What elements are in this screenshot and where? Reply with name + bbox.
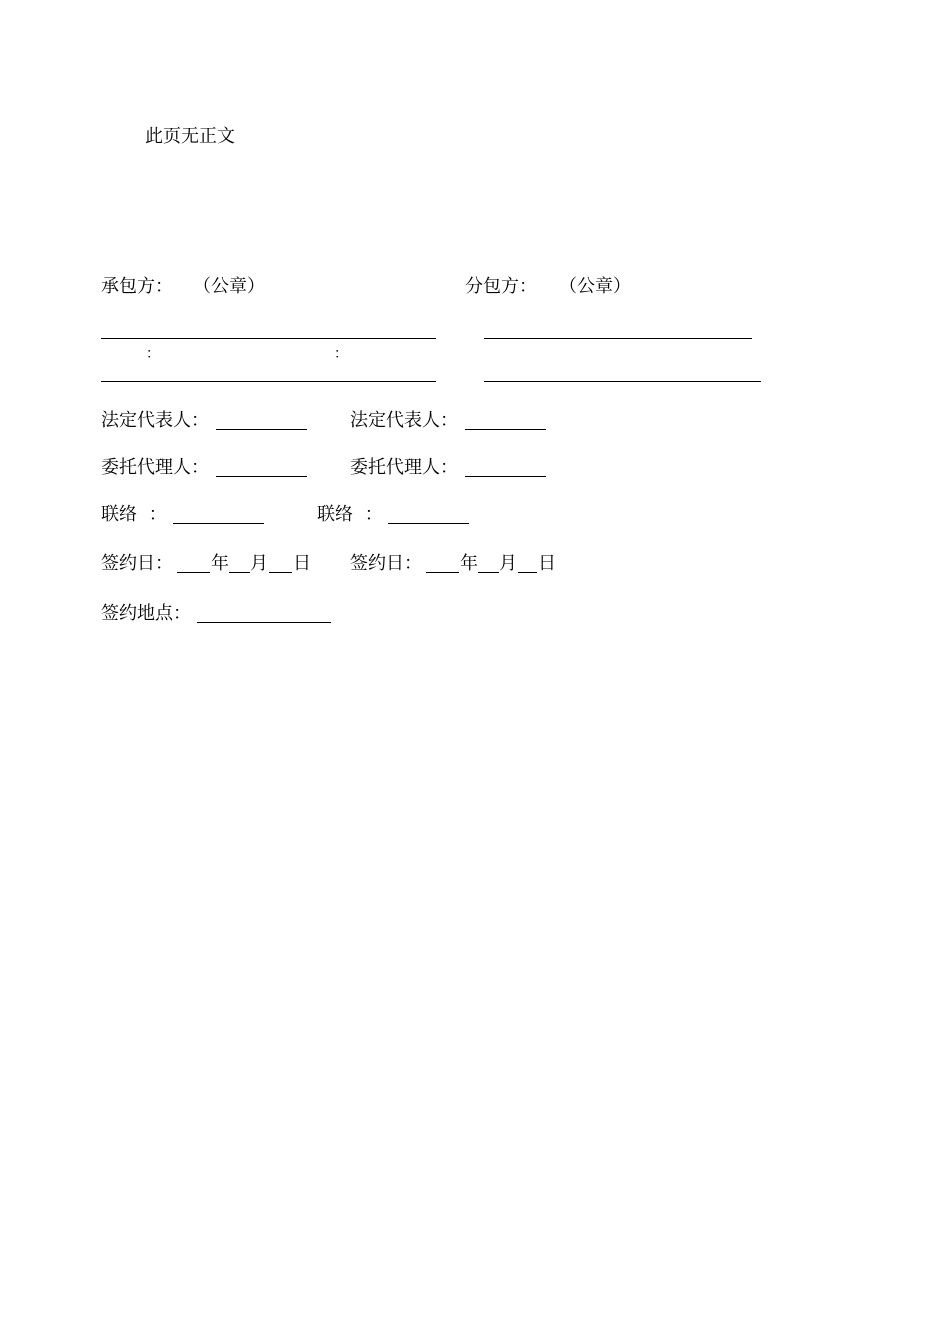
contractor-line-1: [101, 338, 436, 339]
contractor-agent-blank[interactable]: [216, 476, 307, 477]
contractor-month-blank[interactable]: [229, 572, 250, 573]
subcontractor-label: 分包方：: [465, 276, 537, 297]
subcontractor-sign-date-label: 签约日：: [350, 553, 422, 574]
subcontractor-agent-blank[interactable]: [465, 476, 546, 477]
subcontractor-contact-blank[interactable]: [388, 523, 469, 524]
subcontractor-year-label: 年: [460, 553, 478, 574]
page-note: 此页无正文: [145, 126, 235, 147]
contractor-month-label: 月: [250, 553, 268, 574]
contractor-contact-label: 联络 ：: [101, 504, 167, 525]
subcontractor-day-label: 日: [538, 553, 556, 574]
contractor-day-blank[interactable]: [269, 572, 292, 573]
sign-place-blank[interactable]: [197, 622, 331, 623]
contractor-label: 承包方：: [101, 276, 173, 297]
contractor-agent-label: 委托代理人：: [101, 457, 209, 478]
subcontractor-contact-label: 联络 ：: [317, 504, 383, 525]
contractor-year-blank[interactable]: [177, 572, 210, 573]
subcontractor-seal: （公章）: [559, 276, 631, 297]
subcontractor-year-blank[interactable]: [426, 572, 459, 573]
subcontractor-agent-label: 委托代理人：: [350, 457, 458, 478]
contractor-line-2: [101, 381, 436, 382]
contractor-day-label: 日: [293, 553, 311, 574]
subcontractor-line-1: [484, 338, 752, 339]
contractor-seal: （公章）: [193, 276, 265, 297]
subcontractor-legal-rep-label: 法定代表人：: [350, 410, 458, 431]
sign-place-label: 签约地点：: [101, 603, 191, 624]
subcontractor-month-label: 月: [499, 553, 517, 574]
contractor-sign-date-label: 签约日：: [101, 553, 173, 574]
subcontractor-month-blank[interactable]: [478, 572, 499, 573]
colon-left: ：: [146, 346, 160, 362]
subcontractor-legal-rep-blank[interactable]: [465, 429, 546, 430]
contractor-legal-rep-blank[interactable]: [216, 429, 307, 430]
subcontractor-day-blank[interactable]: [518, 572, 537, 573]
contractor-year-label: 年: [211, 553, 229, 574]
subcontractor-line-2: [484, 381, 761, 382]
contractor-contact-blank[interactable]: [173, 523, 264, 524]
contractor-legal-rep-label: 法定代表人：: [101, 410, 209, 431]
colon-middle: ：: [334, 346, 348, 362]
